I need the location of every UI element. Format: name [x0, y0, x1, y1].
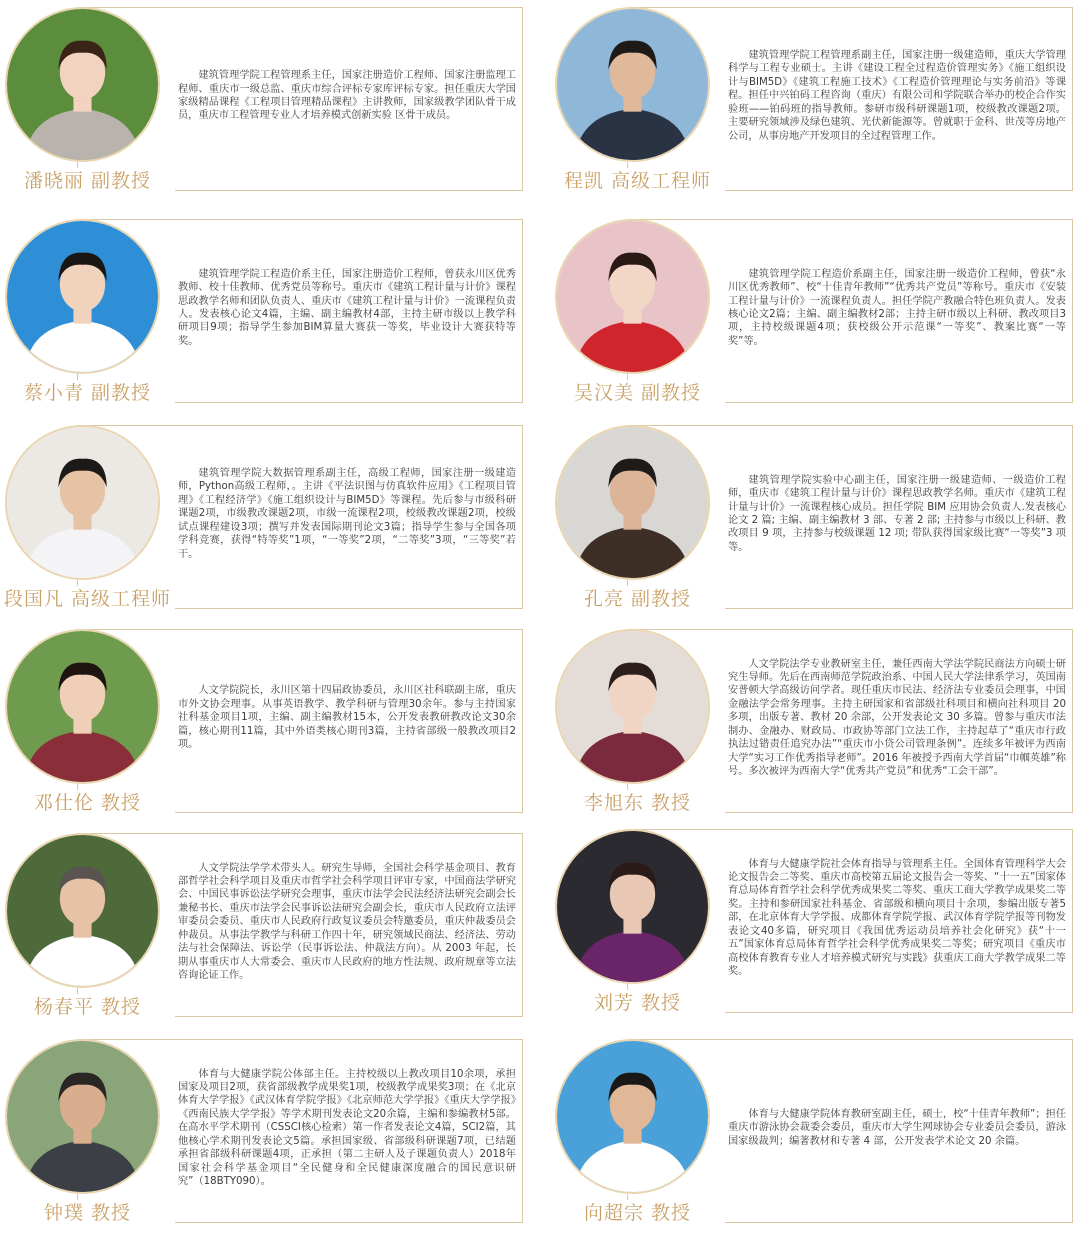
profile-card	[550, 826, 1080, 1031]
person-name-title: 程凯 高级工程师	[550, 168, 725, 194]
bio-block	[728, 626, 1066, 810]
person-name-title: 向超宗 教授	[550, 1200, 725, 1226]
profile-card	[550, 4, 1080, 209]
person-name-title: 吴汉美 副教授	[550, 380, 725, 406]
bio-block	[728, 1036, 1066, 1220]
portrait-photo	[5, 219, 160, 374]
bio-block	[178, 422, 516, 606]
profile-card	[0, 422, 530, 627]
bio-text: 建筑管理学院实验中心副主任，国家注册一级建造师、一级造价工程师，重庆市《建筑工程计量与计价》课程思政教学名师。重庆市《建筑工程计量与计价》一流课程核心成员。担任学院 BIM 应用协会负责人.发表核心论文 2 篇; 主编、副主编教材 3 部、专著 2 部; 主持参与市级以上科研、教改项目 9 项，主持参与校级课题 12 项; 带队获得国家级比赛“一等奖”3 项等。	[728, 474, 1066, 553]
bio-text: 建筑管理学院大数据管理系副主任，高级工程师，国家注册一级建造师，Python高级工程师，。主讲《平法识图与仿真软件应用》《工程项目管理》《工程经济学》《施工组织设计与BIM5D》等课程。先后参与市级科研课题2项，市级教改课题2项，市级一流课程2项，校级教改课题2项，校级试点课程建设3项；撰写并发表国际期刊论文3篇；指导学生参与全国各项学科竞赛，获得“特等奖”1项，“一等奖”2项，“二等奖”3项，“三等奖”若干。	[178, 468, 516, 560]
profile-card	[0, 216, 530, 421]
person-name-title: 杨春平 教授	[0, 994, 175, 1020]
bio-text: 建筑管理学院工程管理系副主任，国家注册一级建造师，重庆大学管理科学与工程专业硕士。主讲《建设工程全过程造价管理实务》《施工组织设计与BIM5D》《建筑工程施工技术》《工程造价管理理论与实务前沿》等课程。担任中兴铂码工程咨询（重庆）有限公司和学院联合举办的校企合作实验班——铂码班的指导教师。参研市级科研课题1项，校级教改课题2项。主要研究领域涉及绿色建筑、光伏新能源等。曾就职于金科、世茂等房地产公司，从事房地产开发项目的全过程管理工作。	[728, 50, 1066, 142]
profile-card	[550, 422, 1080, 627]
person-name-title: 刘芳 教授	[550, 990, 725, 1016]
portrait-photo	[5, 7, 160, 162]
portrait-photo	[555, 7, 710, 162]
profile-card	[0, 1036, 530, 1241]
person-name-title: 钟璞 教授	[0, 1200, 175, 1226]
bio-block	[178, 4, 516, 188]
portrait-photo	[555, 425, 710, 580]
profile-card	[550, 1036, 1080, 1241]
bio-text: 体育与大健康学院体育教研室副主任，硕士，校“十佳青年教师”；担任重庆市游泳协会裁委会委员，重庆市大学生网球协会专业委员会委员，游泳国家级裁判；编著教材和专著 4 部，公开发表学术论文 20 余篇。	[728, 1108, 1066, 1147]
bio-block	[178, 626, 516, 810]
person-name-title: 孔亮 副教授	[550, 586, 725, 612]
portrait-photo	[555, 829, 710, 984]
person-name-title: 邓仕伦 教授	[0, 790, 175, 816]
profile-card	[0, 4, 530, 209]
profile-card	[550, 216, 1080, 421]
bio-text: 建筑管理学院工程造价系主任，国家注册造价工程师，曾获永川区优秀教师、校十佳教师、优秀党员等称号。重庆市《建筑工程计量与计价》课程思政教学名师和团队负责人、重庆市《建筑工程计量与计价》一流课程负责人。发表核心论文4篇，主编、副主编教材4部，主持主研市级以上教学科研项目9项；指导学生参加BIM算量大赛获一等奖，毕业设计大赛获特等奖。	[178, 268, 516, 347]
bio-block	[178, 216, 516, 400]
bio-text: 人文学院法学学术带头人。研究生导师，全国社会科学基金项目、教育部哲学社会科学项目及重庆市哲学社会科学项目评审专家，中国商法学研究会、中国民事诉讼法学研究会理事，重庆市法学会民法经济法研究会副会长兼秘书长、重庆市法学会民事诉讼法研究会副会长，重庆市人民政府立法评审委员会委员、重庆市人民政府行政复议委员会特邀委员，重庆仲裁委员会仲裁员。从事法学教学与科研工作四十年，研究领域民商法、经济法、劳动法与社会保障法、诉讼学（民事诉讼法、仲裁法方向）。从 2003 年起，长期从事重庆市人大常委会、重庆市人民政府的地方性法规、政府规章等立法咨询论证工作。	[178, 862, 516, 981]
bio-text: 体育与大健康学院社会体育指导与管理系主任。全国体育管理科学大会论文报告会二等奖、重庆市高校第五届论文报告会一等奖、“十一五”国家体育总局体育哲学社会科学优秀成果奖二等奖、重庆工商大学教学成果奖二等奖。主持和参研国家社科基金、省部级和横向项目十余项，参编出版专著5部，在北京体育大学学报、成都体育学院学报、武汉体育学院学报等刊物发表论文40多篇，研究项目《我国优秀运动员培养社会化研究》获“十一五”国家体育总局体育哲学社会科学优秀成果奖二等奖；研究项目《重庆市高校体育教育专业人才培养模式研究与实践》获重庆工商大学教学成果二等奖。	[728, 858, 1066, 977]
bio-block	[178, 830, 516, 1014]
bio-text: 建筑管理学院工程造价系副主任，国家注册一级造价工程师，曾获“永川区优秀教师”、校“十佳青年教师”“优秀共产党员”等称号。重庆市《安装工程计量与计价》一流课程负责人。担任学院产教融合特色班负责人。发表核心论文2篇；主编、副主编教材2部；主持主研市级以上科研、教改项目3项，主持校级课题4项；获校级公开示范课“一等奖”、教案比赛“一等奖”等。	[728, 268, 1066, 347]
bio-block	[728, 422, 1066, 606]
portrait-photo	[555, 1039, 710, 1194]
person-name-title: 李旭东 教授	[550, 790, 725, 816]
bio-text: 人文学院法学专业教研室主任，兼任西南大学法学院民商法方向硕士研究生导师。先后在西南师范学院政治系、中国人民大学法律系学习，英国南安普顿大学高级访问学者。现任重庆市民法、经济法专业委员会理事，中国金融法学会常务理事。主持主研国家和省部级社科项目和横向社科项目 20 多项，出版专著、教材 20 余部，公开发表论文 30 多篇。曾参与重庆市法制办、金融办、财政局、市政协等部门立法工作，主持起草了“重庆市行政执法过错责任追究办法”“重庆市小贷公司管理条例”。连续多年被评为西南大学“实习工作优秀指导老师”。2016 年被授予西南大学首届“巾帼英雄”称号。多次被评为西南大学“优秀共产党员”和优秀“工会干部”。	[728, 658, 1066, 777]
portrait-photo	[5, 629, 160, 784]
bio-text: 人文学院院长，永川区第十四届政协委员，永川区社科联副主席，重庆市外文协会理事。从事英语教学、教学科研与管理30余年。参与主持国家社科基金项目1项，主编、副主编教材15本，公开发表教研教改论文30余篇，核心期刊11篇，其中外语类核心期刊3篇，主持省部级一般教改项目2项。	[178, 685, 516, 751]
portrait-photo	[555, 219, 710, 374]
profile-card	[0, 830, 530, 1035]
portrait-photo	[555, 629, 710, 784]
person-name-title: 段国凡 高级工程师	[0, 586, 175, 612]
bio-text: 建筑管理学院工程管理系主任，国家注册造价工程师、国家注册监理工程师、重庆市一级总监、重庆市综合评标专家库评标专家。担任重庆大学国家级精品课程《工程项目管理精品课程》主讲教师，国家级教学团队骨干成员，重庆市工程管理专业人才培养模式创新实验 区骨干成员。	[178, 70, 516, 122]
profile-card	[550, 626, 1080, 831]
person-name-title: 潘晓丽 副教授	[0, 168, 175, 194]
bio-block	[178, 1036, 516, 1220]
bio-block	[728, 216, 1066, 400]
profile-card	[0, 626, 530, 831]
portrait-photo	[5, 1039, 160, 1194]
bio-text: 体育与大健康学院公体部主任。主持校级以上教改项目10余项，承担国家及项目2项，获省部级教学成果奖1项，校级教学成果奖3项；在《北京体育大学学报》《武汉体育学院学报》《北京师范大学学报》《重庆大学学报》《西南民族大学学报》等学术期刊发表论文20余篇，主编和参编教材5部。在高水平学术期刊（CSSCI核心检索）第一作者发表论文4篇，SCI2篇，其他核心学术期刊发表论文5篇。承担国家级、省部级科研课题7项，已结题承担省部级科研课题4项，正承担（第二主研人及子课题负责人）2018年国家社会科学基金项目“全民健身和全民健康深度融合的国民意识研究”（18BTY090）。	[178, 1068, 516, 1187]
bio-block	[728, 4, 1066, 188]
bio-block	[728, 826, 1066, 1010]
person-name-title: 蔡小青 副教授	[0, 380, 175, 406]
portrait-photo	[5, 425, 160, 580]
portrait-photo	[5, 833, 160, 988]
